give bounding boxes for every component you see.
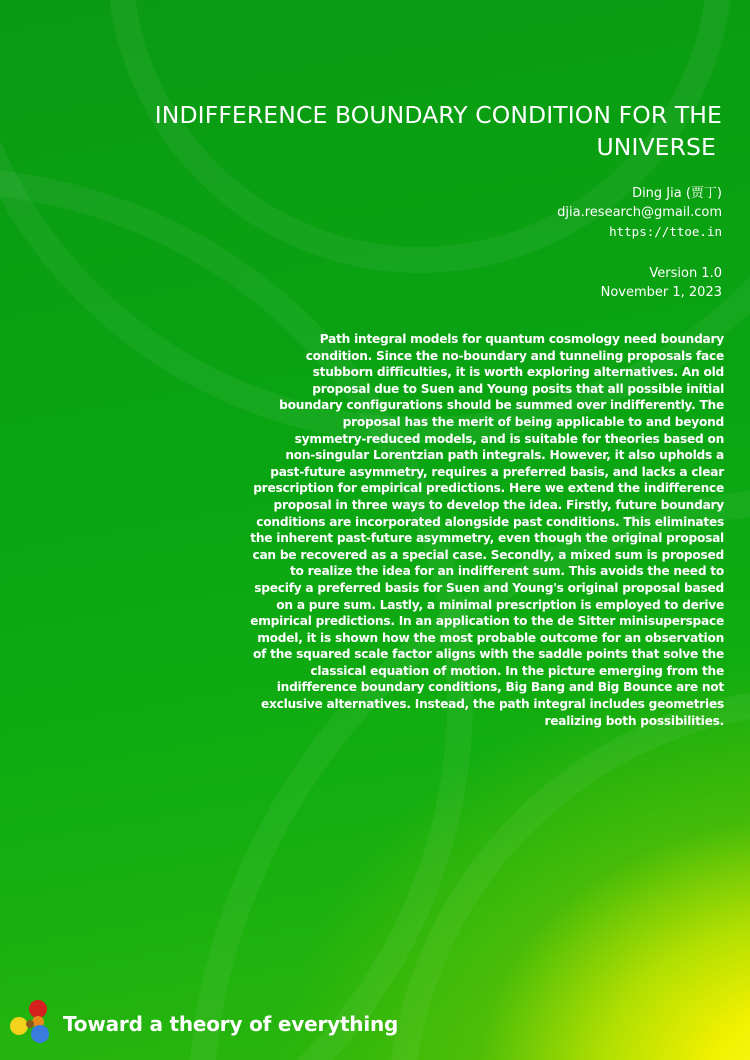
abstract [226,331,724,729]
abstract-line: indifference boundary conditions, Big Bang and Big Bounce are not [276,680,724,695]
abstract-line: boundary configurations should be summed over indifferently. The [279,398,724,413]
abstract-line: to realize the idea for an indifferent sum. This avoids the need to [289,564,724,579]
title-line-1: INDIFFERENCE BOUNDARY CONDITION FOR THE [154,101,722,129]
title-line-2: UNIVERSE [596,133,716,161]
version-block [601,264,722,302]
author-block [557,184,722,241]
abstract-line: classical equation of motion. In the picture emerging from the [310,663,724,678]
abstract-line: of the squared scale factor aligns with the saddle points that solve the [252,647,724,662]
abstract-line: exclusive alternatives. Instead, the path integral includes geometries [260,697,724,712]
abstract-line: on a pure sum. Lastly, a minimal prescription is employed to derive [276,597,724,612]
abstract-line: proposal due to Suen and Young posits that all possible initial [312,381,724,396]
abstract-line: empirical predictions. In an application to the de Sitter minisuperspace [250,614,724,629]
logo-dot-center [26,1020,34,1028]
abstract-line: prescription for empirical predictions. Here we extend the indifference [253,481,724,496]
abstract-line: stubborn difficulties, it is worth exploring alternatives. An old [312,365,724,380]
version-label: Version 1.0 [649,266,722,281]
logo-dot-left [10,1017,28,1035]
abstract-line: past-future asymmetry, requires a preferred basis, and lacks a clear [270,464,724,479]
abstract-line: conditions are incorporated alongside past conditions. This eliminates [256,514,724,529]
author-email[interactable]: djia.research@gmail.com [557,205,722,220]
abstract-line: can be recovered as a special case. Secondly, a mixed sum is proposed [252,547,724,562]
abstract-line: Path integral models for quantum cosmology need boundary [319,332,724,346]
version-date: November 1, 2023 [600,285,722,300]
abstract-line: specify a preferred basis for Suen and Young's original proposal based [254,580,724,595]
logo-dot-top [29,1000,47,1018]
ttoe-logo-icon [8,998,54,1046]
abstract-line: model, it is shown how the most probable outcome for an observation [257,630,724,645]
author-url[interactable]: https://ttoe.in [609,224,722,239]
abstract-line: proposal in three ways to develop the idea. Firstly, future boundary [273,497,724,512]
abstract-line: symmetry-reduced models, and is suitable for theories based on [294,431,724,446]
paper-title [62,99,722,163]
abstract-line: non-singular Lorentzian path integrals. However, it also upholds a [285,448,724,463]
footer-tagline: Toward a theory of everything [63,1012,399,1036]
author-name: Ding Jia (贾丁) [632,186,722,201]
abstract-line: proposal has the merit of being applicable to and beyond [342,414,724,429]
abstract-line: realizing both possibilities. [544,713,724,728]
logo-dot-bottom [31,1025,49,1043]
abstract-line: condition. Since the no-boundary and tunneling proposals face [305,348,724,363]
abstract-line: the inherent past-future asymmetry, even though the original proposal [250,531,724,546]
